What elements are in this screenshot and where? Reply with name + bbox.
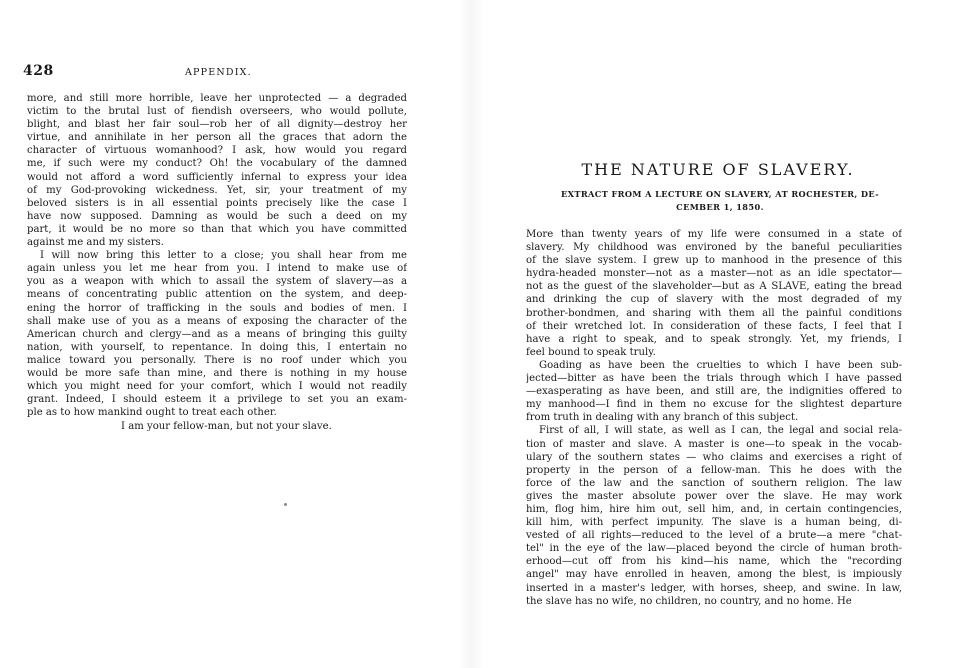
text-line: More than twenty years of my life were consumed in a state of: [526, 229, 902, 240]
text-line: vested of all rights—reduced to the level of a brute—a mere "chat-: [526, 530, 902, 542]
text-line: again unless you let me hear from you. I intend to make use of: [27, 263, 407, 275]
text-line: which you might need for your comfort, which I would not readily: [27, 381, 407, 393]
text-line: him, flog him, hire him out, sell him, and, in certain contingencies,: [526, 503, 902, 515]
extract-heading-line: EXTRACT FROM A LECTURE ON SLAVERY, AT ROCHESTER, DE-: [560, 189, 880, 199]
text-line: beloved sisters is in all essential points precisely like the case I: [27, 197, 407, 209]
text-line: slavery. My childhood was environed by the baneful peculiarities: [526, 242, 902, 254]
text-line: me, if such were my conduct? Oh! the vocabulary of the damned: [27, 158, 407, 170]
text-line: against me and my sisters.: [27, 237, 164, 249]
text-line: angel" may have enrolled in heaven, among the blest, is impiously: [526, 569, 902, 581]
page-number: 428: [23, 63, 54, 79]
text-line: kill him, with perfect impunity. The slave is a human being, di-: [526, 517, 902, 529]
text-line: means of concentrating public attention on the system, and deep-: [27, 289, 407, 301]
text-line: ulary of the southern states — who claims and exercises a right of: [526, 451, 902, 463]
text-line: nation, with yourself, to repentance. In doing this, I entertain no: [27, 341, 407, 353]
text-line: brother-bondmen, and sharing with them all the painful conditions: [526, 307, 902, 319]
text-line: force of the law and the sanction of southern religion. The law: [526, 477, 902, 489]
text-line: more, and still more horrible, leave her unprotected — a degraded: [27, 93, 407, 104]
text-line: erhood—cut off from his kind—his name, which the "recording: [526, 556, 902, 568]
left-body-text: [27, 92, 407, 433]
text-line: part, it would be no more so than that which you have committed: [27, 223, 407, 235]
text-line: American church and clergy—and as a means of bringing this guilty: [27, 328, 407, 340]
text-line: feel bound to speak truly.: [526, 346, 656, 358]
right-body-text: [526, 228, 902, 608]
text-line: blight, and blast her fair soul—rob her of all dignity—destroy her: [27, 119, 407, 131]
extract-heading: [526, 188, 914, 214]
letter-signature: I am your fellow-man, but not your slave.: [121, 421, 332, 433]
text-line: not as the guest of the slaveholder—but as A SLAVE, eating the bread: [526, 281, 902, 293]
text-line: malice toward you personally. There is no roof under which you: [27, 354, 407, 366]
text-line: of my God-provoking wickedness. Yet, sir, your treatment of my: [27, 184, 407, 196]
text-line: of the slave system. I grew up to manhood in the presence of this: [526, 255, 902, 267]
left-page: [0, 0, 470, 668]
text-line: shall make use of you as a means of exposing the character of the: [27, 315, 407, 327]
text-line: tel" in the eye of the law—placed beyond the circle of human broth-: [526, 543, 902, 555]
chapter-title: THE NATURE OF SLAVERY.: [581, 160, 855, 179]
text-line: character of virtuous womanhood? I ask, how would you regard: [27, 145, 407, 157]
text-line: and drinking the cup of slavery with the most degraded of my: [526, 294, 902, 306]
text-line: inserted in a master's ledger, with horses, sheep, and swine. In law,: [526, 582, 902, 594]
text-line: of their wretched lot. In consideration of these facts, I feel that I: [526, 320, 902, 332]
text-line: virtue, and annihilate in her person all the graces that adorn the: [27, 132, 407, 144]
text-line: tion of master and slave. A master is one—to speak in the vocab-: [526, 438, 902, 450]
text-line: from truth in dealing with any branch of this subject.: [526, 412, 799, 424]
text-line: —exasperating as have been, and still are, the indignities offered to: [526, 386, 902, 398]
right-page: [470, 0, 980, 668]
text-line: Goading as have been the cruelties to which I have been sub-: [539, 359, 902, 371]
text-line: would not afford a word sufficiently infernal to express your idea: [27, 171, 407, 183]
text-line: ening the horror of trafficking in the souls and bodies of men. I: [27, 302, 407, 314]
text-line: grant. Indeed, I should esteem it a privilege to set you an exam-: [27, 394, 407, 406]
text-line: hydra-headed monster—not as a master—not as an idle spectator—: [526, 268, 902, 280]
text-line: would be more safe than mine, and there is nothing in my house: [27, 367, 407, 379]
extract-heading-line: CEMBER 1, 1850.: [676, 202, 764, 212]
text-line: have now supposed. Damning as would be such a deed on my: [27, 210, 407, 222]
text-line: ple as to how mankind ought to treat each other.: [27, 407, 277, 419]
text-line: gives the master absolute power over the slave. He may work: [526, 490, 902, 502]
text-line: the slave has no wife, no children, no country, and no home. He: [526, 595, 852, 607]
text-line: I will now bring this letter to a close; you shall hear from me: [40, 250, 407, 262]
text-line: you as a weapon with which to assail the system of slavery—as a: [27, 276, 407, 288]
text-line: jected—bitter as have been the trials through which I have passed: [526, 373, 902, 385]
text-line: have a right to speak, and to speak strongly. Yet, my friends, I: [526, 333, 902, 345]
text-line: First of all, I will state, as well as I can, the legal and social rela-: [539, 425, 902, 437]
scan-speck: [284, 503, 287, 506]
running-head: APPENDIX.: [185, 67, 252, 78]
text-line: my manhood—I find in them no excuse for the slightest departure: [526, 399, 902, 411]
text-line: property in the person of a fellow-man. This he does with the: [526, 464, 902, 476]
text-line: victim to the brutal lust of fiendish overseers, who would pollute,: [27, 106, 407, 118]
